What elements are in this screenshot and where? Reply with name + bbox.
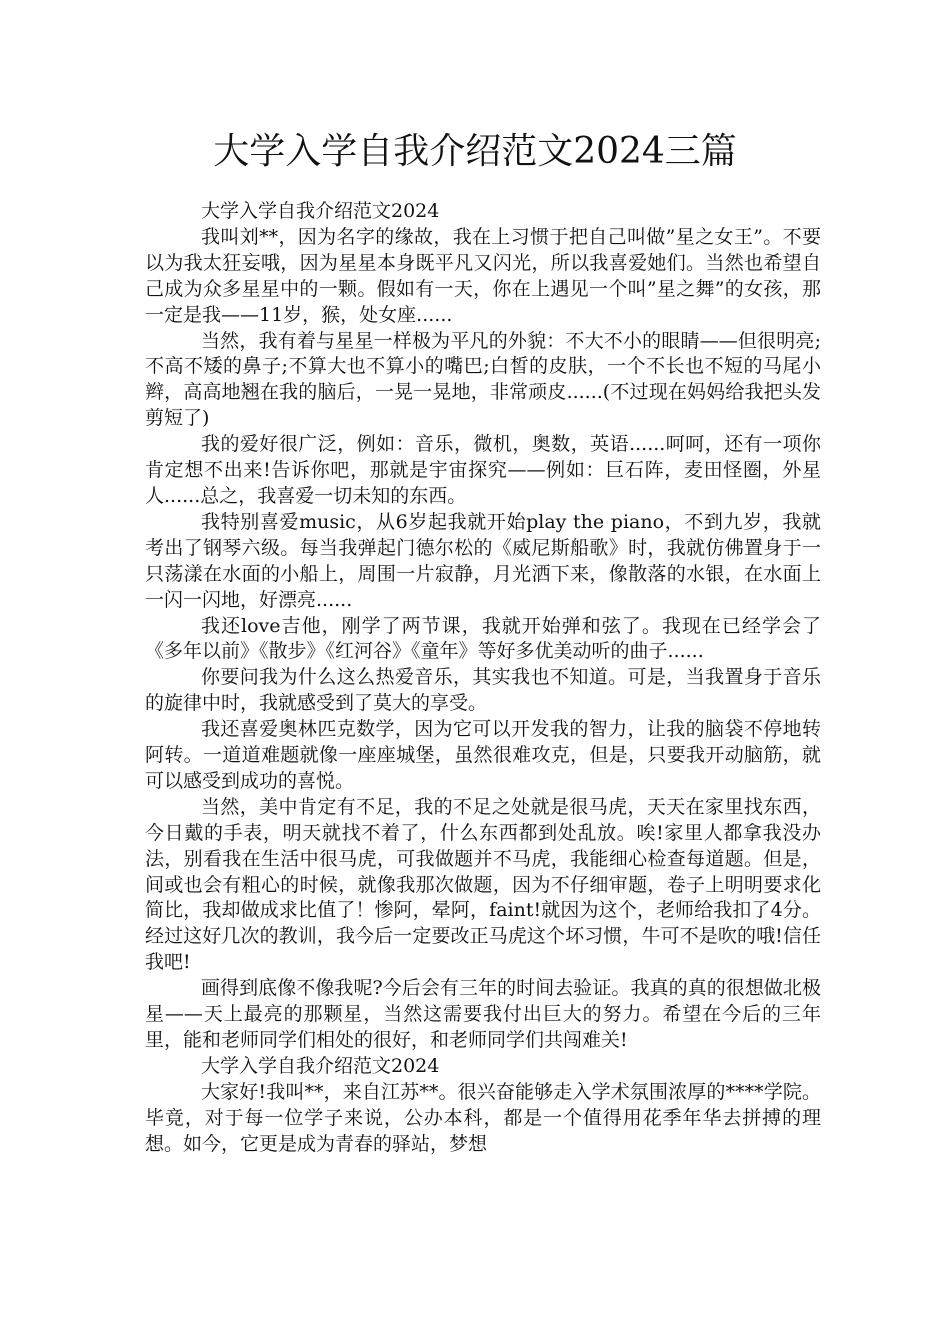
- paragraph: 当然，我有着与星星一样极为平凡的外貌：不大不小的眼睛——但很明亮;不高不矮的鼻子;不算大也不算小的嘴巴;白皙的皮肤，一个不长也不短的马尾小辫，高高地翘在我的脑后，一晃一晃地，非常顽皮......(不过现在妈妈给我把头发剪短了): [145, 329, 821, 430]
- section-heading: 大学入学自我介绍范文2024: [201, 1054, 440, 1077]
- paragraph: 我特别喜爱music，从6岁起我就开始play the piano，不到九岁，我就考出了钢琴六级。每当我弹起门德尔松的《威尼斯船歌》时，我就仿佛置身于一只荡漾在水面的小船上，周围一片寂静，月光洒下来，像散落的水银，在水面上一闪一闪地，好漂亮......: [145, 510, 821, 611]
- paragraph: 我还love吉他，刚学了两节课，我就开始弹和弦了。我现在已经学会了《多年以前》《散步》《红河谷》《童年》等好多优美动听的曲子......: [145, 614, 821, 663]
- paragraph: 画得到底像不像我呢?今后会有三年的时间去验证。我真的真的很想做北极星——天上最亮的那颗星，当然这需要我付出巨大的努力。希望在今后的三年里，能和老师同学们相处的很好，和老师同学们共闯难关!: [145, 977, 821, 1051]
- paragraph: 当然，美中肯定有不足，我的不足之处就是很马虎，天天在家里找东西，今日戴的手表，明天就找不着了，什么东西都到处乱放。唉!家里人都拿我没办法，别看我在生活中很马虎，可我做题并不马虎，我能细心检查每道题。但是，间或也会有粗心的时候，就像我那次做题，因为不仔细审题，卷子上明明要求化简比，我却做成求比值了！惨阿，晕阿，faint!就因为这个，老师给我扣了4分。经过这好几次的教训，我今后一定要改正马虎这个坏习惯，牛可不是吹的哦!信任我吧!: [145, 795, 821, 974]
- section-1: [145, 199, 821, 1054]
- paragraph: 大家好!我叫**，来自江苏**。很兴奋能够走入学术氛围浓厚的****学院。毕竟，对于每一位学子来说，公办本科，都是一个值得用花季年华去拼搏的理想。如今，它更是成为青春的驿站，梦想: [145, 1080, 821, 1155]
- document-title: 大学入学自我介绍范文2024三篇: [213, 131, 737, 172]
- paragraph: 我叫刘**，因为名字的缘故，我在上习惯于把自己叫做”星之女王”。不要以为我太狂妄哦，因为星星本身既平凡又闪光，所以我喜爱她们。当然也希望自己成为众多星星中的一颗。假如有一天，你在上遇见一个叫”星之舞”的女孩，那一定是我——11岁，猴，处女座......: [145, 225, 821, 326]
- document-body: [145, 199, 821, 1158]
- paragraph: 我还喜爱奥林匹克数学，因为它可以开发我的智力，让我的脑袋不停地转阿转。一道道难题就像一座座城堡，虽然很难攻克，但是，只要我开动脑筋，就可以感受到成功的喜悦。: [145, 718, 821, 792]
- section-heading: 大学入学自我介绍范文2024: [201, 200, 440, 222]
- paragraph: 我的爱好很广泛，例如：音乐，微机，奥数，英语......呵呵，还有一项你肯定想不出来!告诉你吧，那就是宇宙探究——例如：巨石阵，麦田怪圈，外星人......总之，我喜爱一切未知的东西。: [145, 433, 821, 507]
- section-2: [145, 1054, 821, 1158]
- paragraph: 你要问我为什么这么热爱音乐，其实我也不知道。可是，当我置身于音乐的旋律中时，我就感受到了莫大的享受。: [145, 666, 821, 715]
